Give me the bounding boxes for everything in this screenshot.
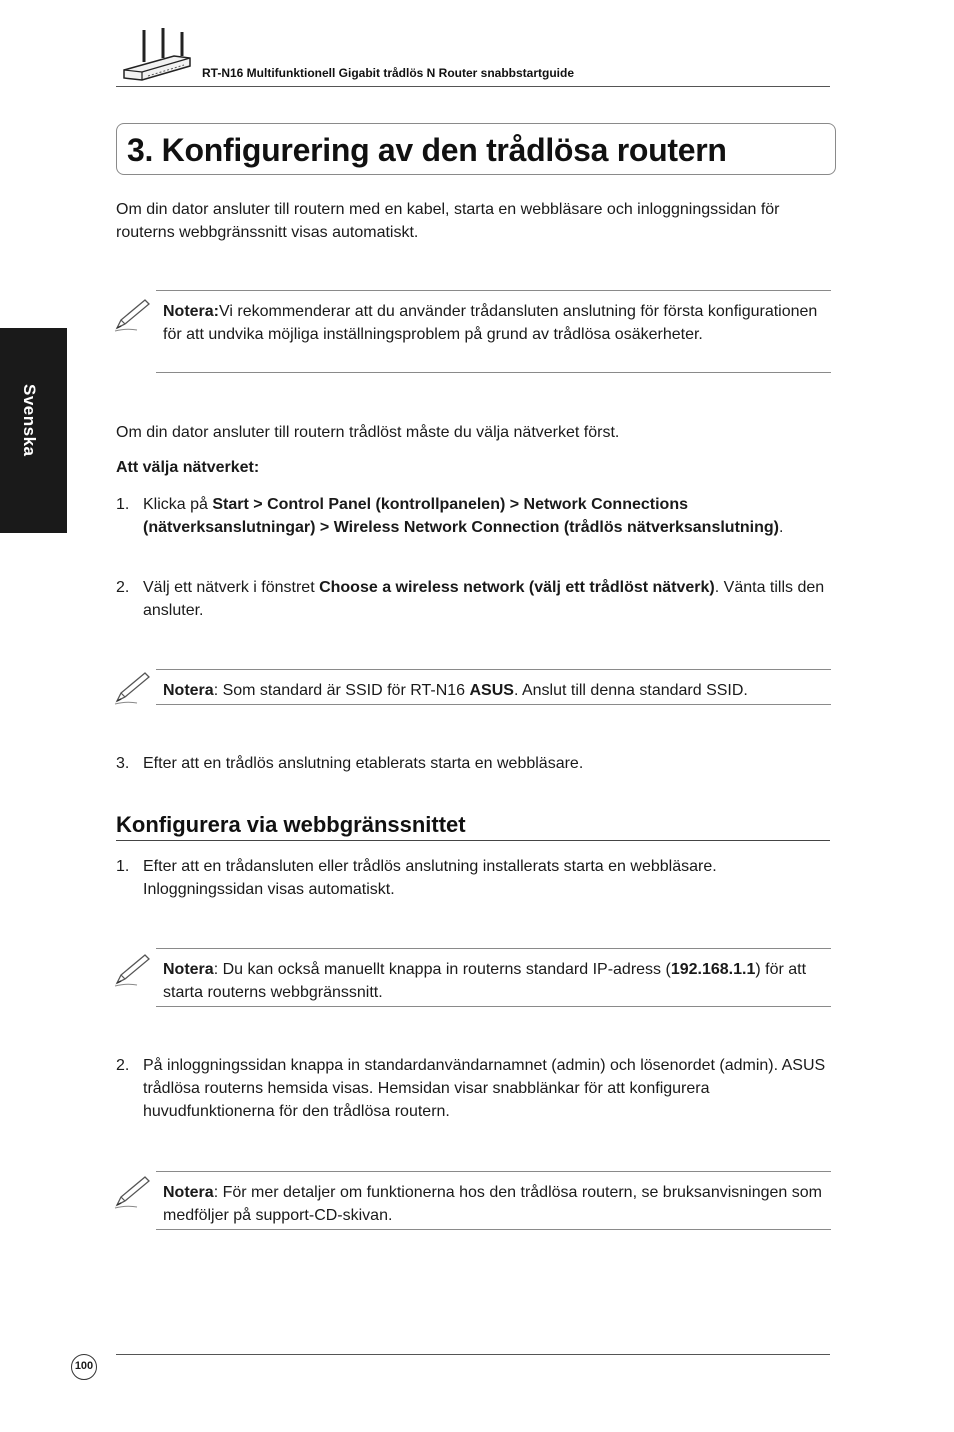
- note-3: Notera: Du kan också manuellt knappa in routerns standard IP-adress (192.168.1.1) för att starta routerns webbgränssnitt.: [163, 961, 807, 1001]
- note-4: Notera: För mer detaljer om funktionerna hos den trådlösa routern, se bruksanvisningen som medföljer på support-CD-skivan.: [163, 1184, 822, 1224]
- note-2: Notera: Som standard är SSID för RT-N16 ASUS. Anslut till denna standard SSID.: [163, 682, 748, 699]
- footer-rule: [116, 1354, 830, 1355]
- note-bottom-rule: [156, 1229, 831, 1230]
- list-item: 3. Efter att en trådlös anslutning etablerats starta en webbläsare.: [116, 755, 584, 772]
- list-item: 1. Efter att en trådansluten eller trådlös anslutning installerats starta en webbläsare. Inloggningssidan visas automatiskt.: [116, 858, 717, 898]
- note-top-rule: [156, 1171, 831, 1172]
- note-bottom-rule: [156, 1006, 831, 1007]
- note-label: Notera:: [163, 303, 220, 320]
- note-top-rule: [156, 669, 831, 670]
- note-top-rule: [156, 948, 831, 949]
- page-title: 3. Konfigurering av den trådlösa routern: [127, 132, 727, 168]
- note-bottom-rule: [156, 704, 831, 705]
- title-box: [116, 123, 836, 175]
- section-heading: Konfigurera via webbgränssnittet: [116, 812, 466, 837]
- list-item: 2. Välj ett nätverk i fönstret Choose a wireless network (välj ett trådlöst nätverk). Vänta tills den ansluter.: [116, 579, 825, 619]
- note-1: Notera:Vi rekommenderar att du använder trådansluten anslutning för första konfigurationen för att undvika möjliga inställningsproblem på grund av trådlösa osäkerheter.: [163, 303, 818, 343]
- header-title: RT-N16 Multifunktionell Gigabit trådlös N Router snabbstartguide: [202, 66, 575, 80]
- note-bottom-rule: [156, 372, 831, 373]
- header-rule: [116, 86, 830, 87]
- router-logo-icon: [120, 26, 192, 82]
- list-item: 1. Klicka på Start > Control Panel (kontrollpanelen) > Network Connections (nätverksanslutningar) > Wireless Network Connection (trådlös nätverksanslutning).: [116, 496, 784, 536]
- language-side-tab: [0, 328, 67, 533]
- pencil-note-icon: [113, 1175, 151, 1209]
- list-item: 2. På inloggningssidan knappa in standardanvändarnamnet (admin) och lösenordet (admin). ASUS trådlösa routerns hemsida visas. Hemsidan visar snabblänkar för att konfigurera huvudfunktionerna för den trådlösa routern.: [116, 1057, 826, 1120]
- pencil-note-icon: [113, 953, 151, 987]
- pencil-note-icon: [113, 671, 151, 705]
- note-top-rule: [156, 290, 831, 291]
- choose-network-heading: Att välja nätverket:: [116, 459, 260, 476]
- section-rule: [116, 840, 830, 841]
- intro-paragraph: Om din dator ansluter till routern med en kabel, starta en webbläsare och inloggningssidan för routerns webbgränssnitt visas automatiskt.: [116, 201, 780, 241]
- page-number: 100: [71, 1354, 97, 1380]
- language-tab-label: Svenska: [20, 384, 39, 457]
- wireless-intro: Om din dator ansluter till routern trådlöst måste du välja nätverket först.: [116, 424, 620, 441]
- pencil-note-icon: [113, 298, 151, 332]
